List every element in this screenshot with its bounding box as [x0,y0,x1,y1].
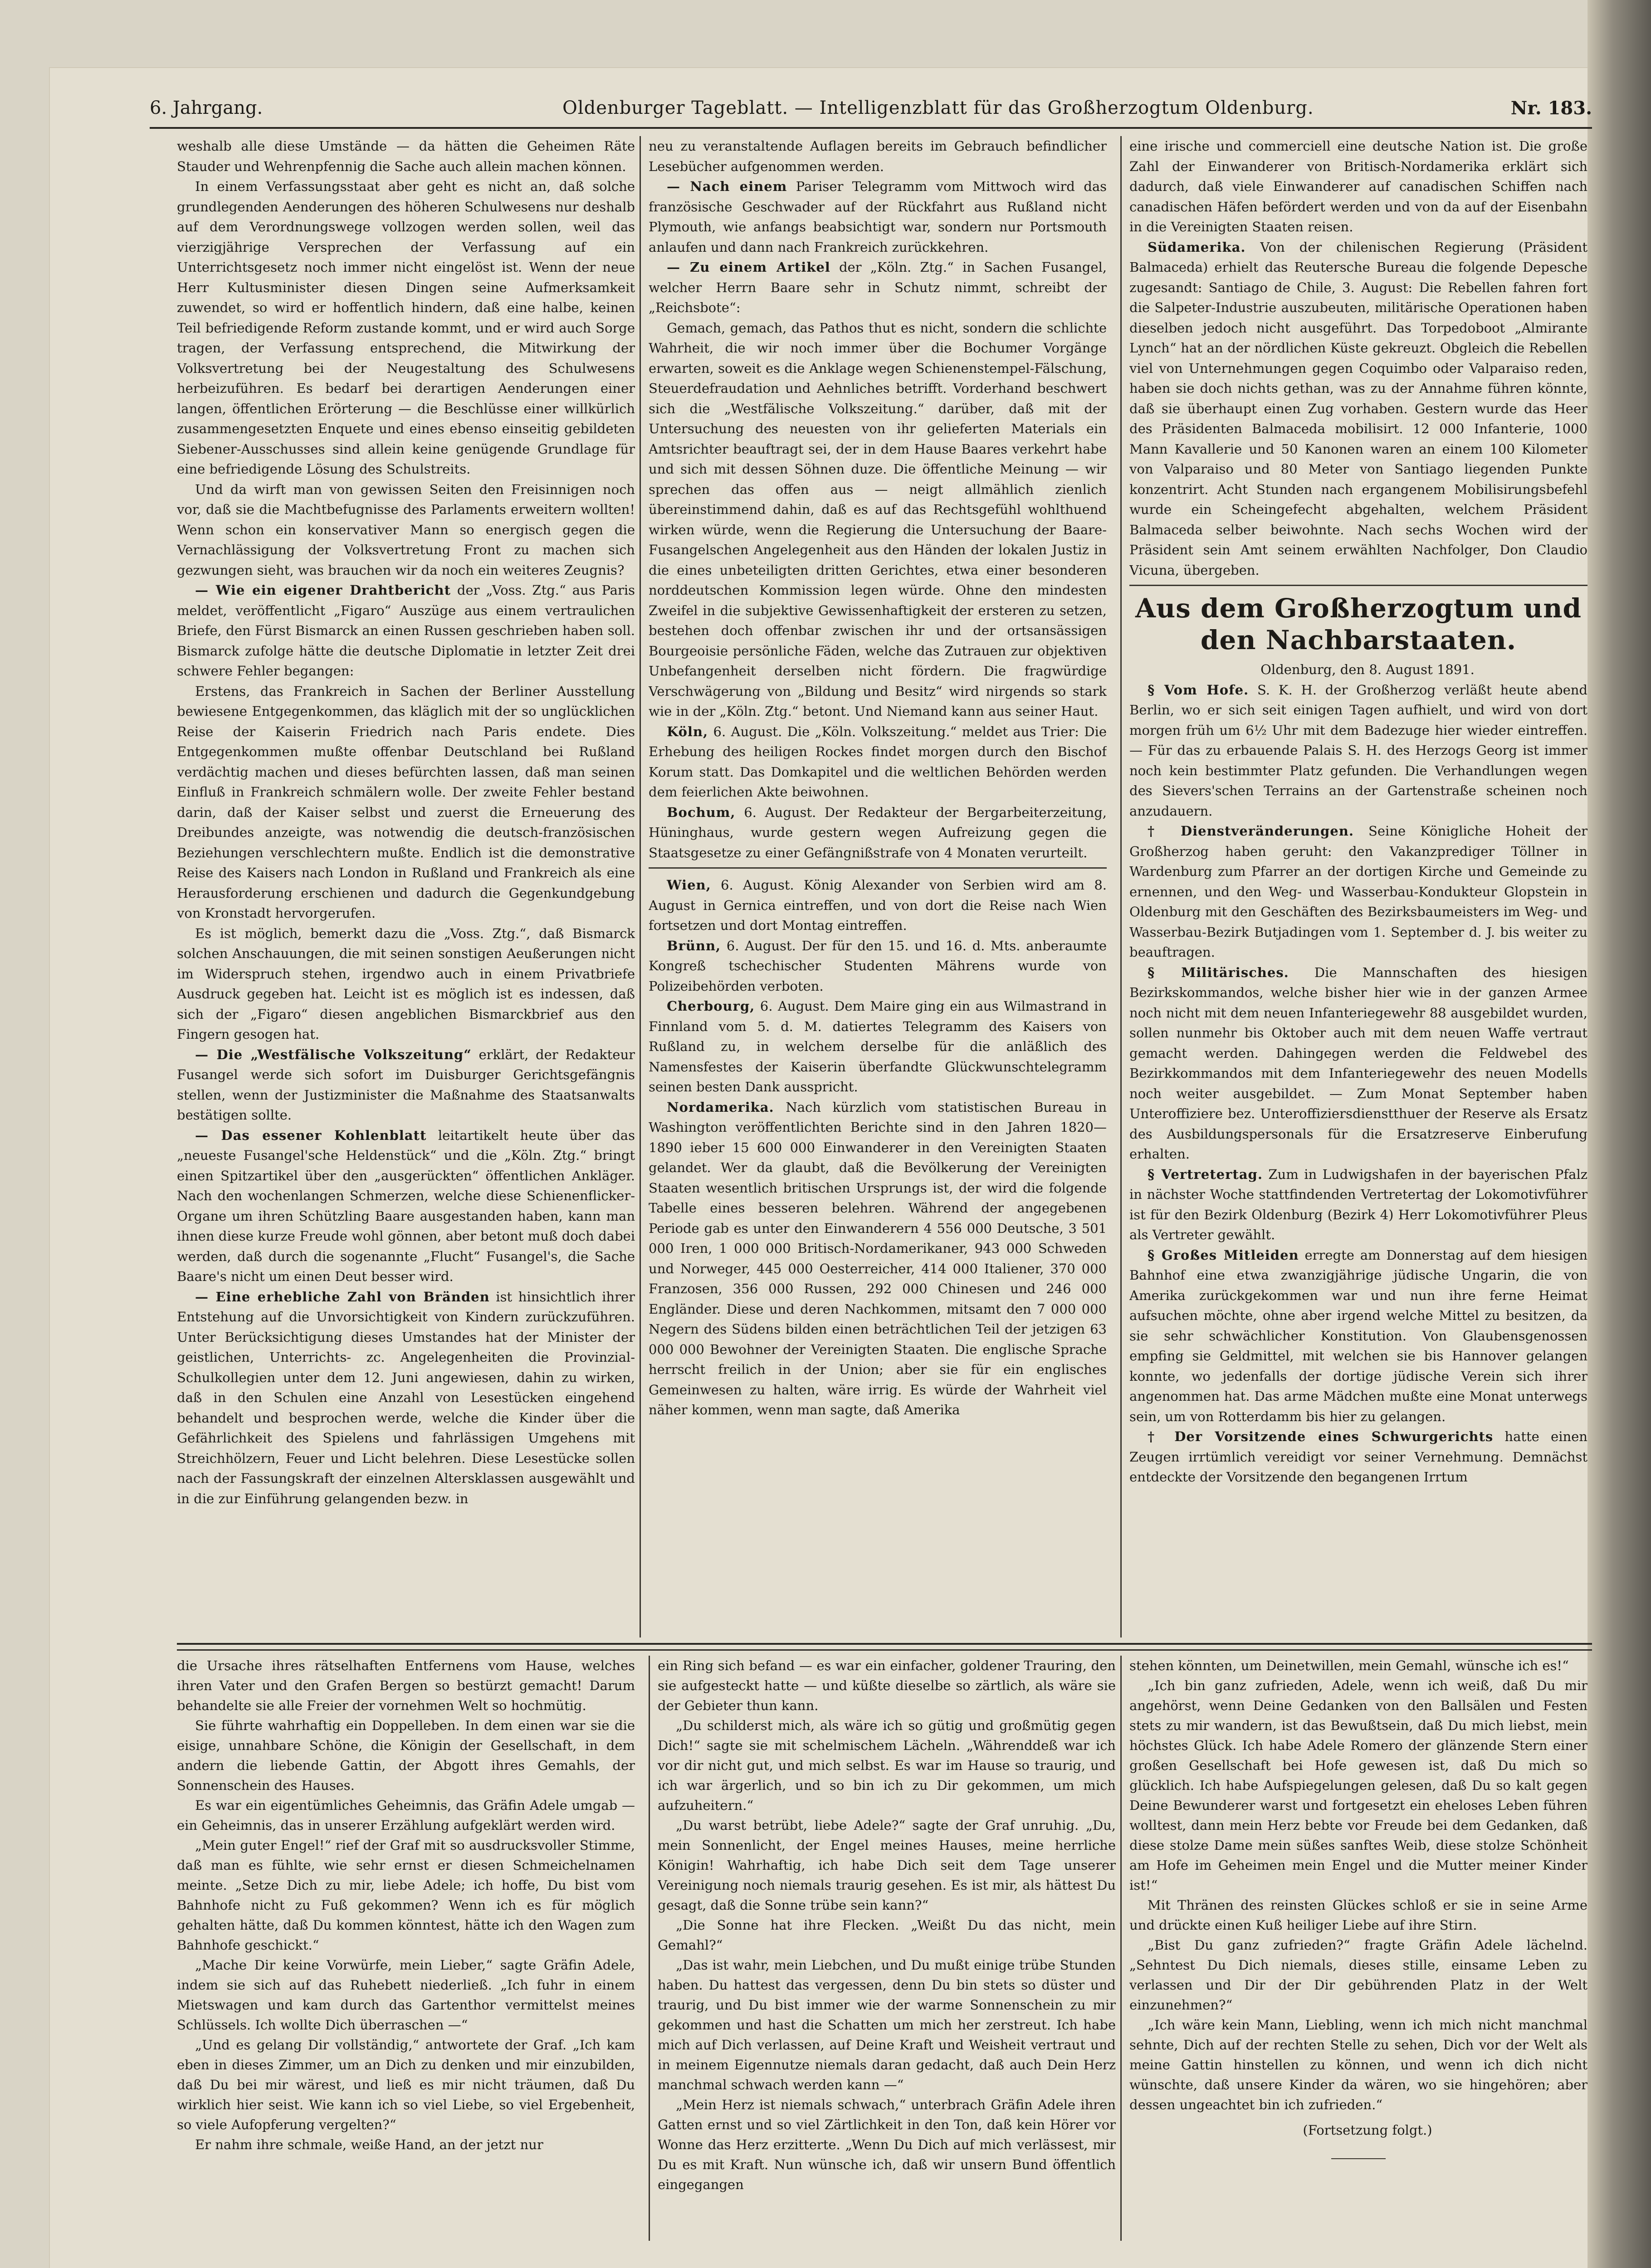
article-text: Erstens, das Frankreich in Sachen der Berliner Ausstellung bewiesene Entgegenkommen, das kläglich mit der so unglücklichen Reise der Kaiserin Friedrich nach Paris endete. Dies Entgegenkommen mußte offenbar Deutschland bei Rußland verdächtig machen und dieses befürchten lassen, daß man seinen Einfluß in Frankreich schmälern wolle. Der zweite Fehler bestand darin, daß der Kaiser selbst und zuerst die Erneuerung des Dreibundes anzeigte, was notwendig die deutsch-französischen Beziehungen verschlechtern mußte. Endlich ist die demonstrative Reise des Kaisers nach London in Rußland und Frankreich als eine Herausforderung erschienen und dadurch die Gegenkundgebung von Kronstadt hervorgerufen. [177,683,635,921]
article-lead: § Vom Hofe. [1148,682,1249,698]
section-rule [1129,585,1588,586]
article-text: „Mache Dir keine Vorwürfe, mein Lieber,“ sagte Gräfin Adele, indem sie sich auf das Ruhebett niederließ. „Ich fuhr in einem Mietswagen und kam durch das Gartenthor vermittelst meines Schlüssels. Ich wollte Dich überraschen —“ [177,1957,635,2033]
article-lead: † Der Vorsitzende eines Schwurgerichts [1148,1429,1494,1444]
column-rule [1120,1656,1122,2241]
feuilleton-column-2 [658,1656,1116,2241]
article-paragraph [1129,680,1588,821]
article-text: „Bist Du ganz zufrieden?“ fragte Gräfin Adele lächelnd. „Sehntest Du Dich niemals, dieses stille, einsame Leben zu verlassen und Dir der Dir gebührenden Platz in der Welt einzunehmen?“ [1129,1937,1588,2013]
article-text: 6. August. König Alexander von Serbien wird am 8. August in Gernica eintreffen, und von dort die Reise nach Wien fortsetzen und dort Montag eintreffen. [649,877,1107,933]
news-column-2 [649,136,1107,1637]
dateline: Oldenburg, den 8. August 1891. [1260,662,1475,677]
article-paragraph [649,257,1107,318]
article-text: Es ist möglich, bemerkt dazu die „Voss. Ztg.“, daß Bismarck solchen Anschauungen, die mit seinen sonstigen Aeußerungen nicht im Widerspruch stehen, irgendwo auch in einem Privatbriefe Ausdruck gegeben hat. Leicht ist es möglich ist es indessen, daß sich der „Figaro“ diesen angeblichen Bismarckbrief aus den Fingern gesogen hat. [177,925,635,1042]
article-lead: — Wie ein eigener Drahtbericht [195,582,451,598]
column-rule [1120,136,1122,1637]
article-text: weshalb alle diese Umstände — da hätten die Geheimen Räte Stauder und Wehrenpfennig die Sache auch allein machen können. [177,138,635,174]
article-paragraph [1129,1656,1588,1676]
news-column-1 [177,136,635,1637]
article-text: „Du schilderst mich, als wäre ich so gütig und großmütig gegen Dich!“ sagte sie mit schelmischem Lächeln. „Währenddeß war ich vor dir nicht gut, und mich selbst. Es war im Hause so traurig, und ich war ärgerlich, und so bin ich zu Dir gekommen, um mich aufzuheitern.“ [658,1718,1116,1813]
article-lead: — Nach einem [667,179,787,194]
article-paragraph [649,1097,1107,1420]
issue-number: Nr. 183. [1510,98,1592,119]
book-spine-shadow [1588,0,1651,2268]
article-text: Mit Thränen des reinsten Glückes schloß er sie in seine Arme und drückte einen Kuß heiliger Liebe auf ihre Stirn. [1129,1897,1588,1933]
article-lead: — Das essener Kohlenblatt [195,1127,427,1143]
article-paragraph [177,176,635,479]
article-text: Seine Königliche Hoheit der Großherzog haben geruht: den Vakanzprediger Töllner in Wardenburg zum Pfarrer an der dortigen Kirche und Gemeinde zu ernennen, und den Weg- und Wasserbau-Kondukteur Glopstein in Oldenburg mit den Geschäften des Bezirksbaumeisters im Weg- und Wasserbau-Bezirk Butjadingen vom 1. September d. J. bis weiter zu beauftragen. [1129,823,1588,960]
article-paragraph [177,681,635,924]
article-paragraph [658,1716,1116,1815]
article-text: Pariser Telegramm vom Mittwoch wird das französische Geschwader auf der Rückfahrt aus Rußland nicht Plymouth, wie anfangs beabsichtigt war, sondern nur Portsmouth anlaufen und dann nach Frankreich zurückkehren. [649,179,1107,255]
article-text: stehen könnten, um Deinetwillen, mein Gemahl, wünsche ich es!“ [1129,1658,1569,1673]
news-column-3 [1129,136,1588,1637]
article-text: der „Köln. Ztg.“ in Sachen Fusangel, welcher Herrn Baare sehr in Schutz nimmt, schreibt der „Reichsbote“: [649,259,1107,315]
article-paragraph [1129,136,1588,237]
article-text: die Ursache ihres rätselhaften Entfernens vom Hause, welches ihren Vater und den Grafen Bergen so bestürzt gemacht! Darum behandelte sie alle Freier der vornehmen Welt so hochmütig. [177,1658,635,1713]
article-text: „Ich bin ganz zufrieden, Adele, wenn ich weiß, daß Du mir angehörst, wenn Deine Gedanken von den Ballsälen und Festen stets zu mir wandern, ist das Bewußtsein, daß Du mich liebst, mein höchstes Glück. Ich habe Adele Romero der glänzende Stern einer großen Gesellschaft bei Hofe gewesen ist, daß Du mich so glücklich. Ich habe Aufspiegelungen gelesen, daß Du so kalt gegen Deine Bewunderer warst und fortgesetzt ein eheloses Leben führen wolltest, dann mein Herz bebte vor Freude bei dem Gedanken, daß diese stolze Dame mein süßes sanftes Weib, diese stolze Schönheit am Hofe im Geheimen mein Engel und die Mutter meiner Kinder ist!“ [1129,1678,1588,1893]
article-lead: § Militärisches. [1148,964,1289,980]
feuilleton-separator [177,1643,1592,1651]
section-heading: Aus dem Großherzogtum und den Nachbarstaaten. [1135,593,1582,655]
article-lead: Wien, [667,877,711,893]
article-lead: § Vertretertag. [1148,1166,1263,1182]
article-text: ist hinsichtlich ihrer Entstehung auf die Unvorsichtigkeit von Kindern zurückzuführen. Unter Berücksichtigung dieses Umstandes hat der Minister der geistlichen, Unterrichts- zc. Angelegenheiten die Provinzial-Schulkollegien unter dem 12. Juni angewiesen, dahin zu wirken, daß in den Schulen eine Anzahl von Lesestücken eingehend behandelt und besprochen werde, welche die Kinder über die Gefährlichkeit des Spielens und fahrlässigen Umgehens mit Streichhölzern, Feuer und Licht belehren. Diese Lesestücke sollen nach der Fassungskraft der einzelnen Altersklassen ausgewählt und in die zur Einführung gelangenden bezw. in [177,1289,635,1506]
article-paragraph [658,1656,1116,1716]
article-paragraph [649,875,1107,936]
article-paragraph [649,722,1107,802]
article-lead: Bochum, [667,804,736,820]
article-lead: — Die „Westfälische Volkszeitung“ [195,1046,472,1062]
article-paragraph [1129,1164,1588,1245]
article-text: „Mein guter Engel!“ rief der Graf mit so ausdrucksvoller Stimme, daß man es fühlte, wie sehr ernst er diesen Schmeichelnamen meinte. „Setze Dich zu mir, liebe Adele; ich hoffe, Du bist vom Bahnhofe nicht zu Fuß gekommen? Wenn ich es für möglich gehalten hätte, daß Du kommen könntest, hätte ich den Wagen zum Bahnhofe geschickt.“ [177,1838,635,1953]
article-text: 6. August. Die „Köln. Volkszeitung.“ meldet aus Trier: Die Erhebung des heiligen Rockes findet morgen durch den Bischof Korum statt. Das Domkapitel und die weltlichen Behörden werden dem feierlichen Akte beiwohnen. [649,723,1107,800]
continuation-note: (Fortsetzung folgt.) [1303,2122,1432,2138]
column-rule [649,1656,650,2241]
article-paragraph [177,1795,635,1835]
article-lead: — Eine erhebliche Zahl von Bränden [195,1289,490,1305]
article-text: der „Voss. Ztg.“ aus Paris meldet, veröffentlicht „Figaro“ Auszüge aus einem vertraulichen Briefe, den Fürst Bismarck an einen Russen geschrieben haben soll. Bismarck zufolge hätte die deutsche Diplomatie in letzter Zeit drei schwere Fehler begangen: [177,582,635,679]
header-rule [150,127,1592,129]
article-text: „Du warst betrübt, liebe Adele?“ sagte der Graf unruhig. „Du, mein Sonnenlicht, der Engel meines Hauses, meine herrliche Königin! Wahrhaftig, ich habe Dich seit dem Tage unserer Vereinigung noch niemals traurig gesehen. Es ist mir, als hättest Du gesagt, daß die Sonne trübe sein kann?“ [658,1818,1116,1913]
article-text: 6. August. Dem Maire ging ein aus Wilmastrand in Finnland vom 5. d. M. datiertes Telegramm des Kaisers von Rußland zu, in welchem derselbe für die anläßlich des Namensfestes der Kaiserin überfandte Glückwunschtelegramm seinen besten Dank ausspricht. [649,998,1107,1095]
article-paragraph [1129,963,1588,1164]
article-paragraph [177,479,635,581]
article-paragraph [649,136,1107,176]
article-lead: Cherbourg, [667,998,755,1014]
article-text: Und da wirft man von gewissen Seiten den Freisinnigen noch vor, daß sie die Machtbefugnisse des Parlaments erweitern wollten! Wenn schon ein konservativer Mann so energisch gegen die Vernachlässigung der Volksvertretung Front zu machen sich gezwungen sieht, was brauchen wir da noch ein weiteres Zeugnis? [177,481,635,578]
feuilleton-column-1 [177,1656,635,2241]
article-lead: † Dienstveränderungen. [1148,823,1354,839]
article-paragraph [177,580,635,681]
article-lead: — Zu einem Artikel [667,259,830,275]
article-paragraph [1129,1427,1588,1487]
article-paragraph [177,1835,635,1955]
article-paragraph [177,1656,635,1716]
article-paragraph [177,1045,635,1125]
article-lead: Brünn, [667,938,721,953]
article-text: eine irische und commerciell eine deutsche Nation ist. Die große Zahl der Einwanderer von Britisch-Nordamerika erklärt sich dadurch, daß viele Einwanderer auf canadischen Schiffen nach canadischen Häfen befördert werden und von da auf der Eisenbahn in die Vereinigten Staaten reisen. [1129,138,1588,235]
article-paragraph [1129,1676,1588,1895]
article-text: 6. August. Der Redakteur der Bergarbeiterzeitung, Hüninghaus, wurde gestern wegen Aufreizung gegen die Staatsgesetze zu einer Gefängnißstrafe von 4 Monaten verurteilt. [649,804,1107,860]
article-text: „Das ist wahr, mein Liebchen, und Du mußt einige trübe Stunden haben. Du hattest das vergessen, denn Du bin stets so düster und traurig, und Du bist immer wie der warme Sonnenschein zu mir gekommen und hast die Schatten um mich her zerstreut. Ich habe mich auf Dich verlassen, auf Deine Kraft und Weisheit vertraut und in meinem Eigennutze niemals daran gedacht, daß auch Dein Herz manchmal schwach werden kann —“ [658,1957,1116,2092]
article-lead: Südamerika. [1148,239,1246,255]
article-paragraph [1129,2015,1588,2115]
article-text: „Ich wäre kein Mann, Liebling, wenn ich mich nicht manchmal sehnte, Dich auf der rechten Stelle zu sehen, Dich vor der Welt als meine Gattin hinstellen zu können, und wenn ich dich nicht wünschte, daß unsere Kinder da wären, wo sie hingehören; aber dessen ungeachtet bin ich zufrieden.“ [1129,2017,1588,2112]
article-paragraph [658,2095,1116,2195]
article-text: Die Mannschaften des hiesigen Bezirkskommandos, welche bisher hier wie in der ganzen Armee noch nicht mit dem neuen Infanteriegewehr 88 ausgebildet wurden, sollen nunmehr bis Oktober auch mit dem neuen Waffe vertraut gemacht werden. Dahingegen werden die Feldwebel des Bezirkkommandos mit dem Infanteriegewehr des neuen Modells noch weiter ausgebildet. — Zum Monat September haben Unteroffiziere bez. Unteroffiziersdienstthuer der Reserve als Ersatz des Ausbildungspersonals für die Ersatzreserve Einberufung erhalten. [1129,964,1588,1162]
article-paragraph [1129,237,1588,581]
article-text: 6. August. Der für den 15. und 16. d. Mts. anberaumte Kongreß tschechischer Studenten Mährens wurde von Polizeibehörden verboten. [649,938,1107,994]
article-paragraph [177,2035,635,2135]
article-paragraph [177,924,635,1045]
article-text: leitartikelt heute über das „neueste Fusangel'sche Heldenstück“ und die „Köln. Ztg.“ bringt einen Spitzartikel über den „ausgerückten“ öffentlichen Ankläger. Nach den wochenlangen Schmerzen, welche diese Schienenflicker-Organe um ihren Schützling Baare ausgestanden haben, kann man ihnen diese kurze Freude wohl gönnen, aber betont muß doch dabei werden, daß durch die sogenannte „Flucht“ Fusangel's, die Sache Baare's nicht um einen Deut besser wird. [177,1127,635,1284]
article-paragraph [658,1955,1116,2095]
article-text: neu zu veranstaltende Auflagen bereits im Gebrauch befindlicher Lesebücher aufgenommen werden. [649,138,1107,174]
article-text: Sie führte wahrhaftig ein Doppelleben. In dem einen war sie die eisige, unnahbare Schöne, die Königin der Gesellschaft, in dem andern die liebende Gattin, der Abgott ihres Gemahls, der Sonnenschein des Hauses. [177,1718,635,1793]
article-text: „Mein Herz ist niemals schwach,“ unterbrach Gräfin Adele ihren Gatten ernst und so viel Zärtlichkeit in den Ton, daß kein Hörer vor Wonne das Herz erzitterte. „Wenn Du Dich auf mich verlässest, mir Du es mit Kraft. Nun wünsche ich, daß wir unsern Bund öffentlich eingegangen [658,2097,1116,2192]
article-text: Von der chilenischen Regierung (Präsident Balmaceda) erhielt das Reutersche Bureau die folgende Depesche zugesandt: Santiago de Chile, 3. August: Die Rebellen fahren fort die Salpeter-Industrie auszubeuten, militärische Operationen haben dieselben jedoch nicht ausgeführt. Das Torpedoboot „Almirante Lynch“ hat an der nördlichen Küste gekreuzt. Obgleich die Rebellen viel von Unternehmungen gegen Coquimbo oder Valparaiso reden, haben sie doch nichts gethan, was zu der Annahme führen könnte, daß sie überhaupt einen Zug vorhaben. Gestern wurde das Heer des Präsidenten Balmaceda mobilisirt. 12 000 Infanterie, 1000 Mann Kavallerie und 50 Kanonen waren an einem 100 Kilometer von Valparaiso und 80 Meter von Santiago liegenden Punkte konzentrirt. Acht Stunden nach ergangenem Mobilisirungsbefehl wurde ein Scheingefecht abgehalten, welchem Präsident Balmaceda selber beiwohnte. Nach sechs Wochen wird der Präsident sein Amt seinem erwählten Nachfolger, Don Claudio Vicuna, übergeben. [1129,239,1588,578]
article-text: Zum in Ludwigshafen in der bayerischen Pfalz in nächster Woche stattfindenden Vertretertag der Lokomotivführer ist für den Bezirk Oldenburg (Bezirk 4) Herr Lokomotivführer Pleus als Vertreter gewählt. [1129,1166,1588,1242]
article-text: Nach kürzlich vom statistischen Bureau in Washington veröffentlichten Berichte sind in den Jahren 1820—1890 ieber 15 600 000 Einwanderer in den Vereinigten Staaten gelandet. Wer da glaubt, daß die Bevölkerung der Vereinigten Staaten wesentlich britischen Ursprungs ist, der wird die folgende Tabelle eines besseren belehren. Während der angegebenen Periode gab es unter den Einwanderern 4 556 000 Deutsche, 3 501 000 Iren, 1 000 000 Britisch-Nordamerikaner, 943 000 Schweden und Norweger, 445 000 Oesterreicher, 414 000 Italiener, 370 000 Franzosen, 356 000 Russen, 292 000 Chinesen und 246 000 Engländer. Diese und deren Nachkommen, mitsamt den 7 000 000 Negern des Südens bilden einen beträchtlichen Teil der jetzigen 63 000 000 Bewohner der Vereinigten Staaten. Die englische Sprache herrscht freilich in der Union; aber sie für ein englisches Gemeinwesen zu halten, wäre irrig. Es würde der Wahrheit viel näher kommen, wenn man sagte, daß Amerika [649,1099,1107,1418]
article-paragraph [177,2135,635,2155]
article-text: erklärt, der Redakteur Fusangel werde sich sofort im Duisburger Gerichtsgefängnis stellen, wenn der Justizminister die Maßnahme des Staatsanwalts bestätigen sollte. [177,1046,635,1123]
article-paragraph [177,1955,635,2035]
article-paragraph [1129,1935,1588,2015]
article-text: In einem Verfassungsstaat aber geht es nicht an, daß solche grundlegenden Aenderungen des höheren Schulwesens nur deshalb auf dem Verordnungswege vollzogen werden sollen, weil das vierzigjährige Versprechen der Verfassung auf ein Unterrichtsgesetz noch immer nicht eingelöst ist. Wenn der neue Herr Kultusminister diesen Dingen seine Aufmerksamkeit zuwendet, so wird er hoffentlich hindern, daß eine halbe, keinen Teil befriedigende Reform zustande kommt, und er wird auch Sorge tragen, der Verfassung entsprechend, die Mitwirkung der Volksvertretung bei der Neugestaltung des Schulwesens herbeizuführen. Es bedarf bei derartigen Aenderungen einer langen, öffentlichen Erörterung — die Beschlüsse einer willkürlich zusammengesetzten Enquete und eines ebenso einseitig gebildeten Siebener-Ausschusses sind allein keine genügende Grundlage für eine befriedigende Lösung des Schulstreits. [177,179,635,477]
column-rule [640,136,641,1637]
article-text: hatte einen Zeugen irrtümlich vereidigt vor seiner Vernehmung. Demnächst entdeckte der Vorsitzende den begangenen Irrtum [1129,1429,1588,1485]
feuilleton-column-3 [1129,1656,1588,2241]
article-text: Gemach, gemach, das Pathos thut es nicht, sondern die schlichte Wahrheit, die wir noch immer über die Bochumer Vorgänge erwarten, soweit es die Anklage wegen Schienenstempel-Fälschung, Steuerdefraudation und Aehnliches betrifft. Vorderhand beschwert sich die „Westfälische Volkszeitung.“ darüber, daß mit der Untersuchung des neuesten von ihr gelieferten Materials ein Amtsrichter beauftragt sei, der in dem Hause Baares verkehrt habe und sich mit dessen Söhnen duze. Die öffentliche Meinung — wir sprechen das offen aus — neigt allmählich zienlich übereinstimmend dahin, daß es auf das Rechtsgefühl wohlthuend wirken würde, wenn die Regierung die Untersuchung der Baare-Fusangelschen Angelegenheit aus den Händen der lokalen Justiz in die eines unbeteiligten dritten Gerichtes, etwa einer besonderen norddeutschen Kommission legen würde. Ohne den mindesten Zweifel in die subjektive Gewissenhaftigkeit der ersteren zu setzen, bestehen doch offenbar zwischen ihr und der ortsansässigen Bourgeoisie persönliche Fäden, welche das Zutrauen zur objektiven Unbefangenheit derselben nicht fördern. Die fragwürdige Verschwägerung von „Bildung und Besitz“ wird nirgends so stark wie in der „Köln. Ztg.“ betont. Und Niemand kann aus seiner Haut. [649,320,1107,719]
volume-label: 6. Jahrgang. [150,98,263,118]
article-paragraph [649,318,1107,722]
article-paragraph [1129,1245,1588,1427]
masthead-title: Oldenburger Tageblatt. — Intelligenzblatt für das Großherzogtum Oldenburg. [562,98,1314,118]
article-text: ein Ring sich befand — es war ein einfacher, goldener Trauring, den sie aufgesteckt hatte — und küßte dieselbe so zärtlich, als wäre sie der Gebieter thun kann. [658,1658,1116,1713]
article-paragraph [1129,1895,1588,1935]
article-paragraph [1129,821,1588,963]
article-paragraph [177,1287,635,1509]
section-rule [649,867,1107,869]
article-lead: Köln, [667,723,708,739]
article-paragraph [177,1716,635,1795]
article-text: „Und es gelang Dir vollständig,“ antwortete der Graf. „Ich kam eben in dieses Zimmer, um an Dich zu denken und mir einzubilden, daß Du bei mir wärest, und ließ es mir nicht träumen, daß Du wirklich hier seist. Wie kann ich so viel Liebe, so viel Ergebenheit, so viele Aufopferung vergelten?“ [177,2037,635,2132]
article-paragraph [649,176,1107,257]
article-text: S. K. H. der Großherzog verläßt heute abend Berlin, wo er sich seit einigen Tagen aufhielt, und wird von dort morgen früh um 6½ Uhr mit dem Badezuge hier wieder eintreffen. — Für das zu erbauende Palais S. H. des Herzogs Georg ist immer noch kein bestimmter Platz gefunden. Die Verhandlungen wegen des Sievers'schen Terrains an der Gartenstraße scheinen noch anzudauern. [1129,682,1588,819]
article-paragraph [177,1125,635,1287]
article-text: „Die Sonne hat ihre Flecken. „Weißt Du das nicht, mein Gemahl?“ [658,1917,1116,1953]
article-text: erregte am Donnerstag auf dem hiesigen Bahnhof eine etwa zwanzigjährige jüdische Ungarin, die von Amerika zurückgekommen war und nun ihre ferne Heimat aufsuchen möchte, ohne aber irgend welche Mittel zu besitzen, da sie sehr schwächlicher Konstitution. Von Glaubensgenossen empfing sie Geldmittel, mit welchen sie bis Hannover gelangen konnte, wo jedenfalls der dortige jüdische Verein sich ihrer angenommen hat. Das arme Mädchen mußte eine Monat unterwegs sein, um von Rotterdamm bis hier zu gelangen. [1129,1247,1588,1424]
article-lead: § Großes Mitleiden [1148,1247,1299,1263]
article-paragraph [177,136,635,176]
article-lead: Nordamerika. [667,1099,774,1115]
article-paragraph [658,1815,1116,1915]
running-head [150,98,1592,125]
end-rule [1331,2158,1386,2159]
article-paragraph [658,1915,1116,1955]
article-paragraph [649,802,1107,863]
article-paragraph [649,936,1107,997]
article-paragraph [649,996,1107,1097]
article-text: Es war ein eigentümliches Geheimnis, das Gräfin Adele umgab — ein Geheimnis, das in unserer Erzählung aufgeklärt werden wird. [177,1798,635,1833]
article-text: Er nahm ihre schmale, weiße Hand, an der jetzt nur [195,2137,543,2152]
